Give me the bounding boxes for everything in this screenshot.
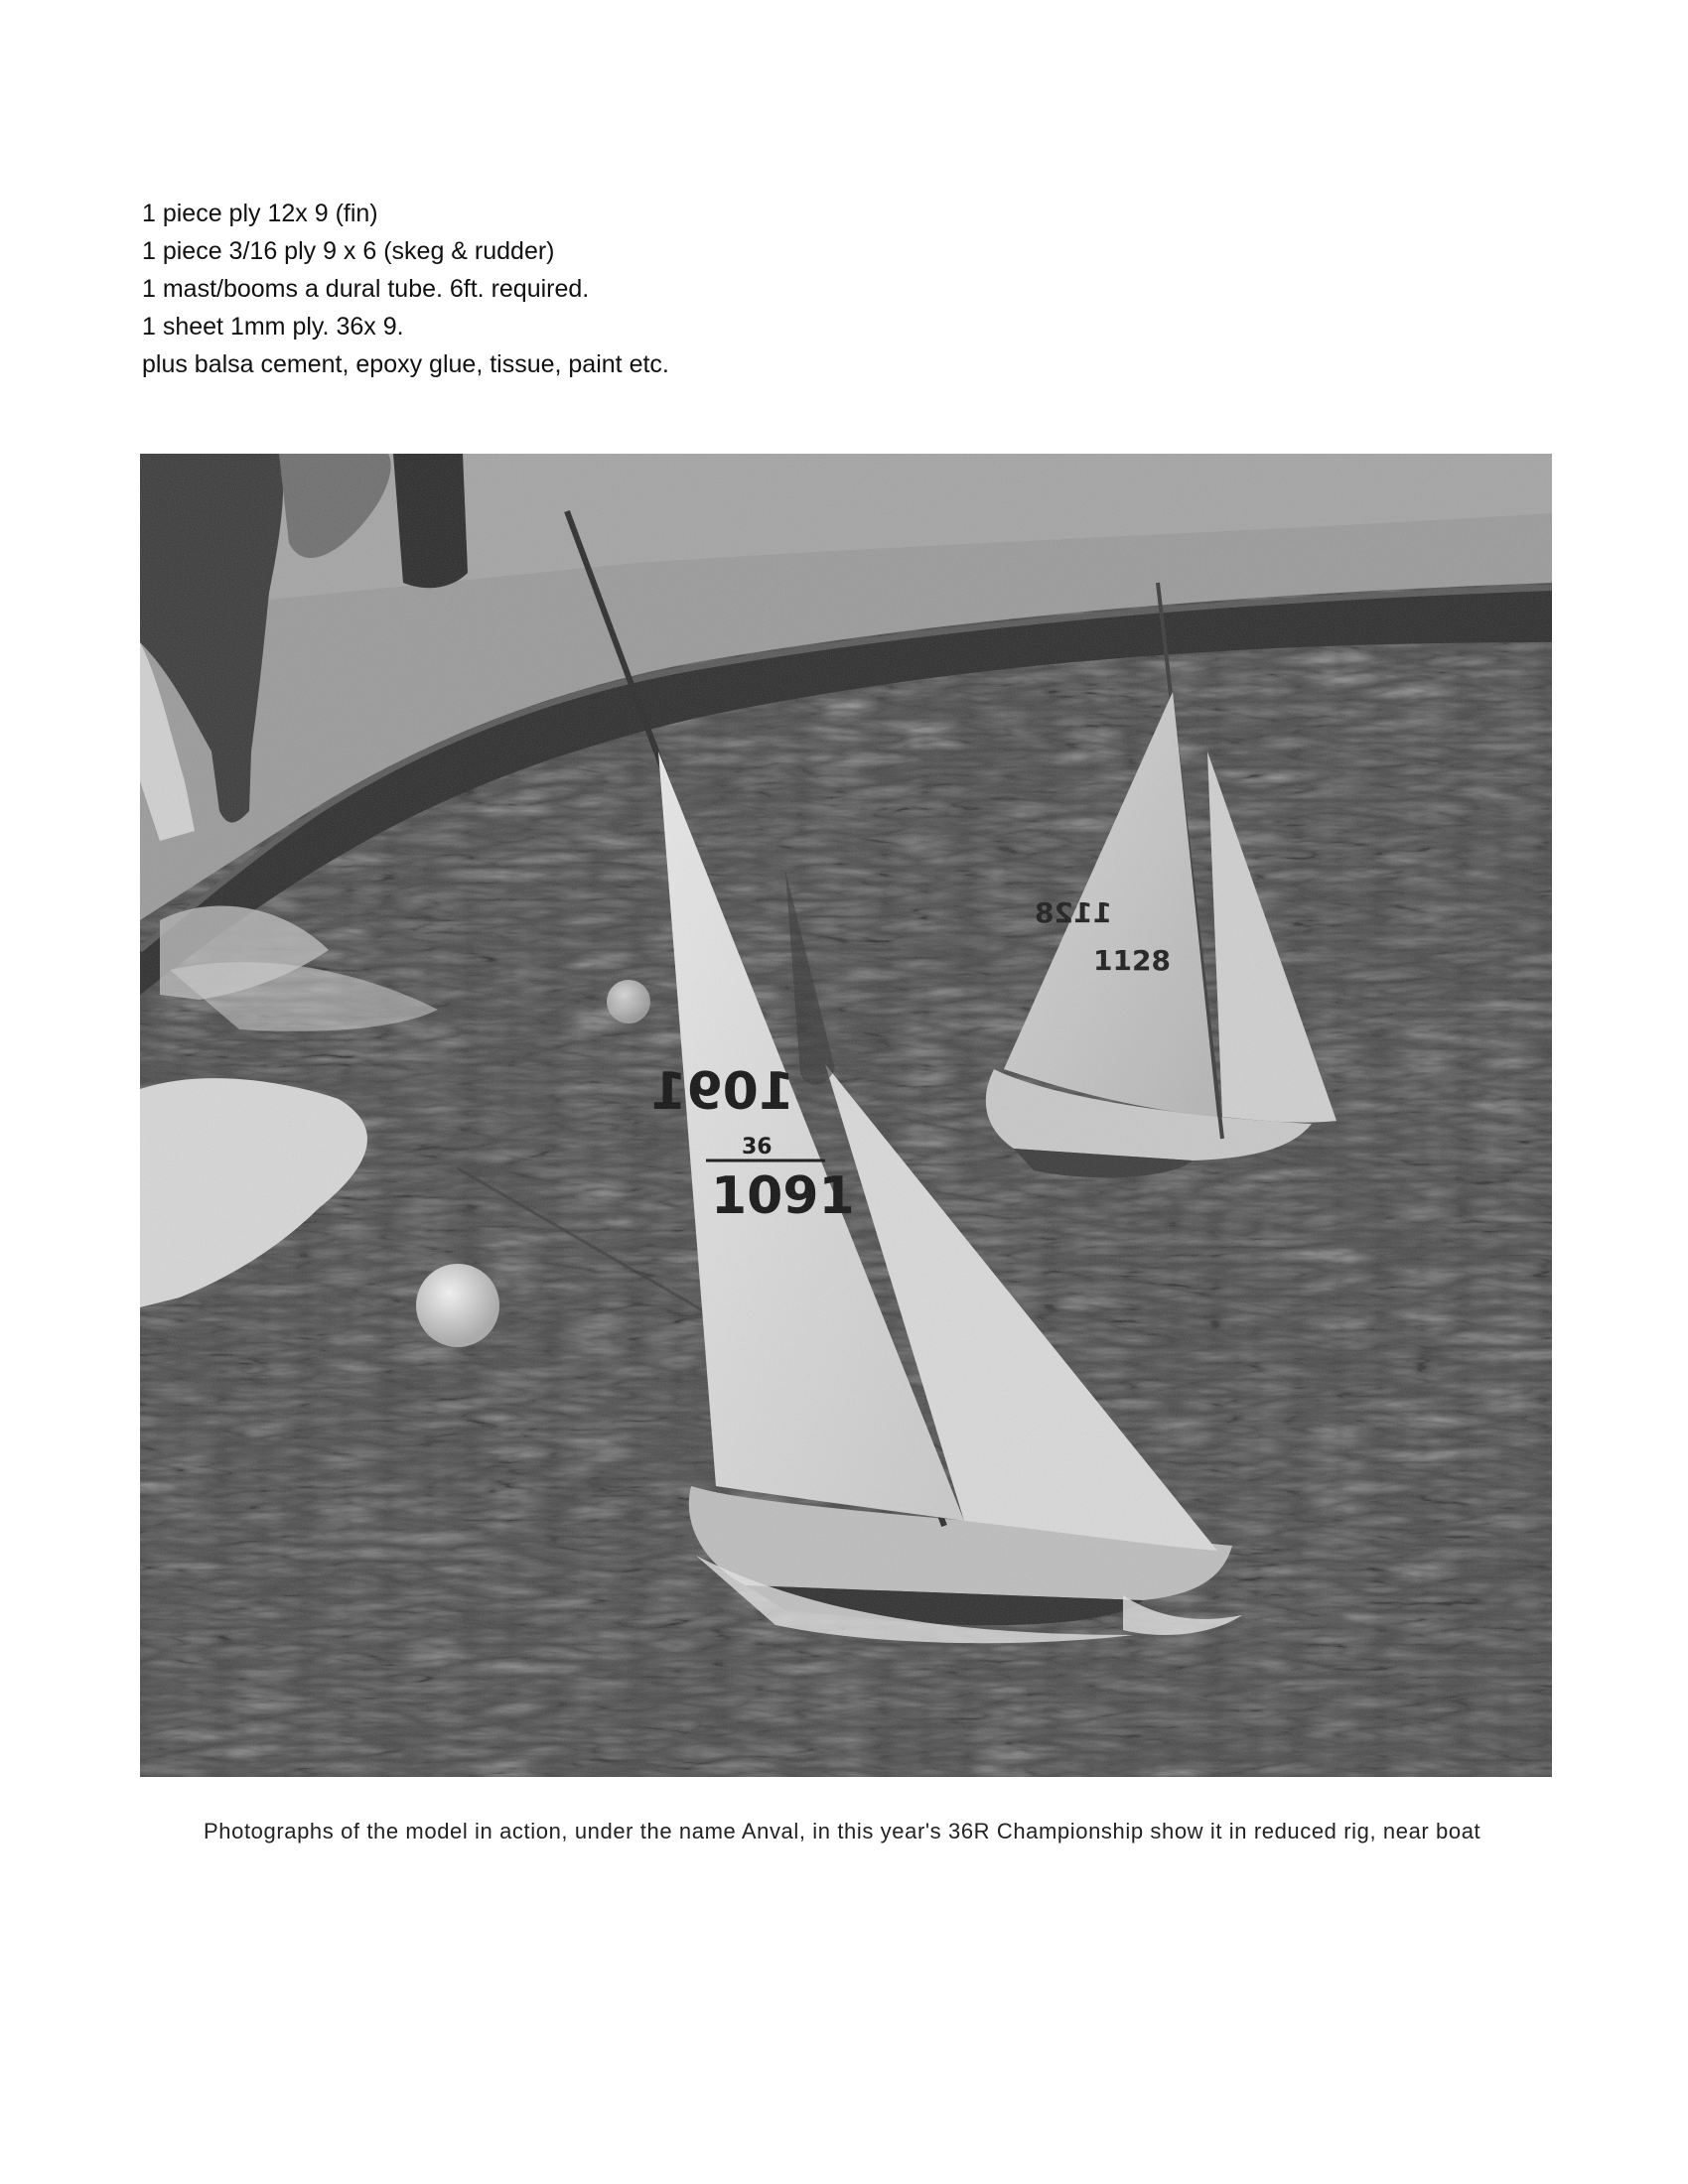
materials-item: 1 mast/booms a dural tube. 6ft. required. xyxy=(142,275,590,303)
materials-item: 1 sheet 1mm ply. 36x 9. xyxy=(142,313,404,341)
materials-item: 1 piece 3/16 ply 9 x 6 (skeg & rudder) xyxy=(142,237,555,265)
photo-caption: Photographs of the model in action, under the name Anval, in this year's 36R Championship show it in reduced rig, near boat xyxy=(204,1819,1481,1843)
materials-item: 1 piece ply 12x 9 (fin) xyxy=(142,200,378,227)
model-yachts-photo xyxy=(140,454,1552,1777)
materials-list xyxy=(142,195,669,383)
materials-item: plus balsa cement, epoxy glue, tissue, paint etc. xyxy=(142,350,669,378)
